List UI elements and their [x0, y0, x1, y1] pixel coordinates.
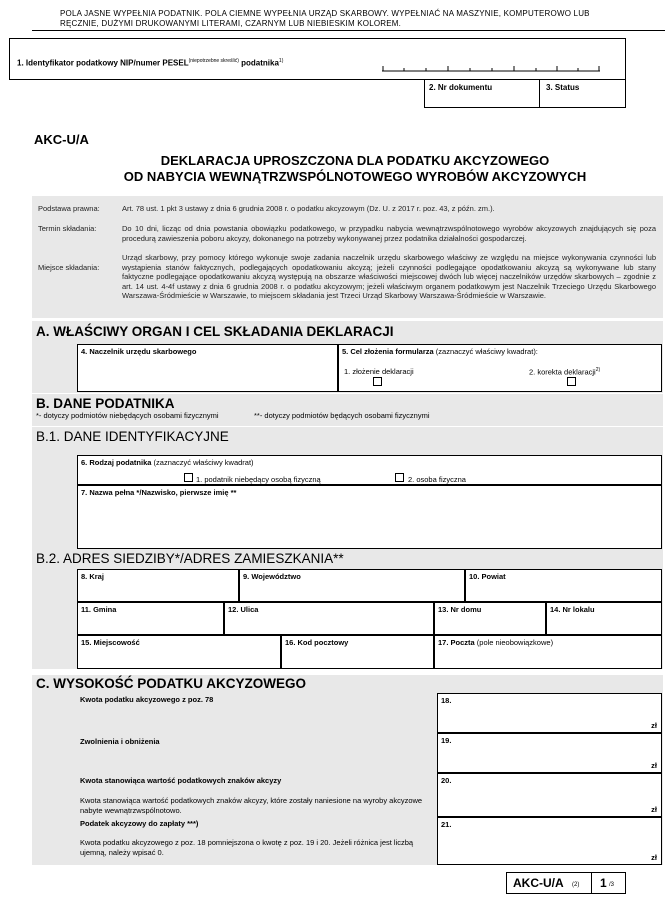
document-number-field[interactable] [424, 80, 540, 108]
district-label: 10. Powiat [469, 572, 506, 581]
footer-form-code: AKC-U/A (2) [506, 872, 592, 894]
district-field[interactable] [465, 569, 662, 602]
amount-20-number: 20. [441, 776, 452, 785]
deadline-label: Termin składania: [38, 224, 97, 233]
flat-number-field[interactable] [546, 602, 662, 635]
legal-basis-block [32, 196, 663, 318]
municipality-field[interactable] [77, 602, 224, 635]
type-natural-label: 2. osoba fizyczna [408, 475, 466, 484]
amount-21-field[interactable] [437, 817, 662, 865]
locality-field[interactable] [77, 635, 281, 669]
section-c-heading: C. WYSOKOŚĆ PODATKU AKCYZOWEGO [32, 675, 663, 693]
form-code: AKC-U/A [34, 132, 89, 147]
row-19-label: Zwolnienia i obniżenia [80, 737, 160, 746]
legal-basis-text: Art. 78 ust. 1 pkt 3 ustawy z dnia 6 grudnia 2008 r. o podatku akcyzowym (Dz. U. z 2017 r. poz. 43, z późn. zm.). [122, 204, 495, 213]
option-correction-label: 2. korekta deklaracji$^{2)}$ [529, 367, 601, 377]
form-title: DEKLARACJA UPROSZCZONA DLA PODATKU AKCYZOWEGO OD NABYCIA WEWNĄTRZWSPÓLNOTOWEGO WYROBÓW AKCYZOWYCH [123, 153, 587, 184]
nip-digit-ticks [382, 64, 600, 74]
place-text: Urząd skarbowy, przy pomocy którego wykonuje swoje zadania naczelnik urzędu skarbowego właściwy ze względu na miejsce wykonywania czynności lub wystąpienia stanów faktycznych, podlegających opodatkowaniu akcyzą; jeżeli czynności podlegające opodatkowaniu akcyzą są wykonywane lub stany faktyczne podlegające opodatkowaniu akcyzą występują na obszarze właściwości miejscowej dwóch lub więcej naczelników urzędów skarbowych – zgodnie z art. 14 ust. 4-4f ustawy z dnia 6 grudnia 2008 r. o podatku akcyzowym; jeżeli właściwym organem podatkowym jest Naczelnik Trzeciego Urzędu Skarbowego Warszawa-Śródmieście w Warszawie, to miejscem składania jest Trzeci Urząd Skarbowy Warszawa-Śródmieście w Warszawie. [122, 253, 656, 300]
header-rule [32, 30, 665, 31]
note-non-natural: *- dotyczy podmiotów niebędących osobami fizycznymi [36, 411, 219, 420]
amount-19-unit: zł [651, 761, 657, 770]
row-21-desc: Kwota podatku akcyzowego z poz. 18 pomniejszona o kwotę z poz. 19 i 20. Jeżeli różnica jest liczbą ujemną, należy wpisać 0. [80, 838, 414, 857]
row-18-label: Kwota podatku akcyzowego z poz. 78 [80, 695, 214, 704]
option-correction-checkbox[interactable] [567, 377, 576, 386]
taxpayer-type-label: 6. Rodzaj podatnika (zaznaczyć właściwy kwadrat) [81, 458, 254, 467]
type-natural-checkbox[interactable] [395, 473, 404, 482]
locality-label: 15. Miejscowość [81, 638, 140, 647]
row-20-block [77, 773, 437, 817]
amount-20-field[interactable] [437, 773, 662, 817]
tax-office-label: 4. Naczelnik urzędu skarbowego [81, 347, 197, 356]
house-number-field[interactable] [434, 602, 546, 635]
row-20-desc: Kwota stanowiąca wartość podatkowych znaków akcyzy, które zostały naniesione na wyroby akcyzowe nabyte wewnątrzwspólnotowo. [80, 796, 423, 815]
row-21-block [77, 817, 437, 865]
note-natural: **- dotyczy podmiotów będących osobami fizycznymi [254, 411, 430, 420]
section-b-heading-area [32, 394, 663, 426]
row-20-label: Kwota stanowiąca wartość podatkowych znaków akcyzy [80, 776, 282, 785]
full-name-field[interactable] [77, 485, 662, 549]
section-a-heading: A. WŁAŚCIWY ORGAN I CEL SKŁADANIA DEKLARACJI [32, 321, 663, 343]
section-b1-heading: B.1. DANE IDENTYFIKACYJNE [32, 427, 663, 447]
type-non-natural-label: 1. podatnik niebędący osobą fizyczną [196, 475, 321, 484]
footer-page-number: 1 /3 [592, 872, 626, 894]
tax-office-field[interactable] [77, 344, 338, 392]
house-number-label: 13. Nr domu [438, 605, 482, 614]
amount-20-unit: zł [651, 805, 657, 814]
document-number-label: 2. Nr dokumentu [429, 83, 493, 92]
amount-21-unit: zł [651, 853, 657, 862]
section-b-heading: B. DANE PODATNIKA [36, 396, 175, 411]
section-b2-heading: B.2. ADRES SIEDZIBY*/ADRES ZAMIESZKANIA** [32, 549, 663, 569]
post-office-field[interactable] [434, 635, 662, 669]
type-non-natural-checkbox[interactable] [184, 473, 193, 482]
municipality-label: 11. Gmina [81, 605, 117, 614]
country-label: 8. Kraj [81, 572, 104, 581]
amount-19-field[interactable] [437, 733, 662, 773]
deadline-text: Do 10 dni, licząc od dnia powstania obowiązku podatkowego, w przypadku nabycia wewnątrzwspólnotowego wyrobów akcyzowych znajdujących się poza procedurą zawieszenia poboru akcyzy, dokonanego na potrzeby wykonywanej przez podatnika działalności gospodarczej. [122, 224, 656, 243]
option-submission-checkbox[interactable] [373, 377, 382, 386]
full-name-label: 7. Nazwa pełna */Nazwisko, pierwsze imię ** [81, 488, 237, 497]
place-label: Miejsce składania: [38, 263, 100, 272]
amount-18-unit: zł [651, 721, 657, 730]
status-label: 3. Status [546, 83, 580, 92]
amount-18-number: 18. [441, 696, 452, 705]
street-label: 12. Ulica [228, 605, 259, 614]
nip-label: 1. Identyfikator podatkowy NIP/numer $PESEL^{(niepotrzebne skreślić)}$ podatnika$^{1)}$ [17, 58, 284, 68]
header-instructions: POLA JASNE WYPEŁNIA PODATNIK. POLA CIEMNE WYPEŁNIA URZĄD SKARBOWY. WYPEŁNIAĆ NA MASZYNIE, KOMPUTEROWO LUB RĘCZNIE, DUŻYMI DRUKOWANYMI LITERAMI, CZARNYM LUB NIEBIESKIM KOLOREM. [60, 9, 590, 28]
legal-basis-label: Podstawa prawna: [38, 204, 100, 213]
taxpayer-type-field [77, 455, 662, 485]
amount-18-field[interactable] [437, 693, 662, 733]
country-field[interactable] [77, 569, 239, 602]
postal-code-label: 16. Kod pocztowy [285, 638, 349, 647]
voivodeship-field[interactable] [239, 569, 465, 602]
amount-19-number: 19. [441, 736, 452, 745]
row-21-label: Podatek akcyzowy do zapłaty ***) [80, 819, 199, 828]
status-field[interactable] [540, 80, 626, 108]
voivodeship-label: 9. Województwo [243, 572, 301, 581]
flat-number-label: 14. Nr lokalu [550, 605, 595, 614]
form-purpose-label: 5. Cel złożenia formularza (zaznaczyć właściwy kwadrat): [342, 347, 538, 356]
option-submission-label: 1. złożenie deklaracji [344, 367, 414, 376]
amount-21-number: 21. [441, 820, 452, 829]
postal-code-field[interactable] [281, 635, 434, 669]
street-field[interactable] [224, 602, 434, 635]
form-purpose-field [338, 344, 662, 392]
post-office-label: 17. Poczta (pole nieobowiązkowe) [438, 638, 554, 647]
